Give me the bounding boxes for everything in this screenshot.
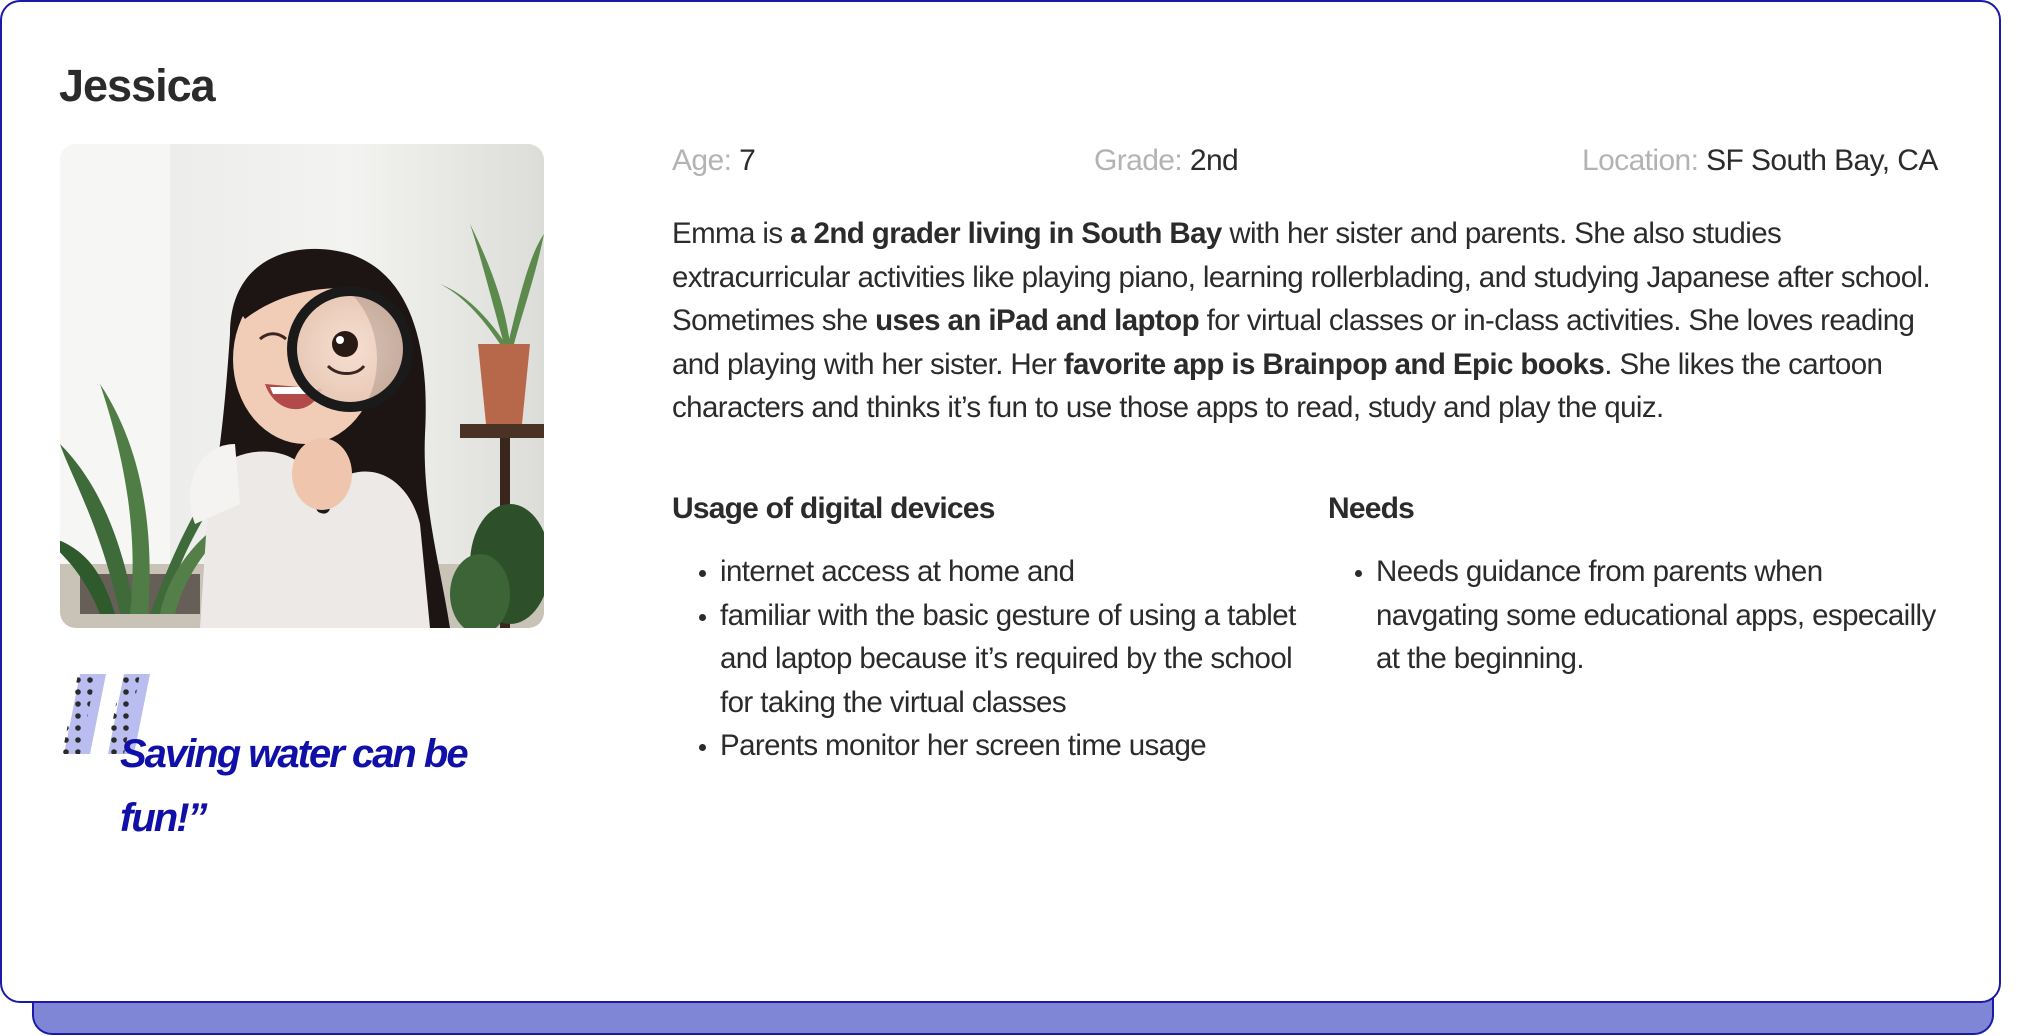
bio-highlight: favorite app is Brainpop and Epic books	[1063, 347, 1605, 381]
location-value: SF South Bay, CA	[1706, 144, 1938, 177]
persona-photo	[60, 144, 544, 628]
location-label: Location:	[1582, 144, 1699, 177]
age-label: Age:	[672, 144, 732, 177]
persona-bio	[672, 212, 1952, 430]
bio-highlight: uses an iPad and laptop	[875, 304, 1199, 337]
list-item: • familiar with the basic gesture of using a tablet and laptop because it’s required by the school for taking the virtual classes	[720, 594, 1320, 725]
needs-section-title: Needs	[1328, 492, 1415, 525]
grade-label: Grade:	[1094, 144, 1183, 177]
meta-location	[1582, 144, 1938, 178]
grade-value: 2nd	[1189, 144, 1239, 177]
usage-list	[672, 550, 1320, 768]
list-item: • Needs guidance from parents when navgating some educational apps, especailly at the beginning.	[1376, 550, 1936, 681]
age-value: 7	[739, 144, 756, 177]
bio-text: for virtual classes or in-class activities. She loves reading and playing with her sister. Her	[672, 304, 1915, 381]
list-item: • internet access at home and	[720, 550, 1320, 594]
list-item: • Parents monitor her screen time usage	[720, 724, 1320, 768]
bio-highlight: a 2nd grader living in South Bay	[790, 217, 1222, 250]
bio-text: . She likes the cartoon characters and thinks it’s fun to use those apps to read, study and play the quiz.	[672, 347, 1883, 424]
needs-list	[1328, 550, 1936, 681]
persona-name: Jessica	[59, 60, 215, 111]
usage-section-title: Usage of digital devices	[672, 492, 995, 525]
meta-age	[672, 144, 755, 178]
girl-with-magnifying-glass-photo	[60, 144, 544, 628]
bio-text: with her sister and parents. She also studies extracurricular activities like playing piano, learning rollerblading, and studying Japanese after school. Sometimes she	[672, 217, 1931, 337]
meta-grade	[1094, 144, 1238, 178]
persona-quote: Saving water can be fun!”	[120, 732, 467, 840]
bio-text: Emma is	[672, 217, 791, 250]
